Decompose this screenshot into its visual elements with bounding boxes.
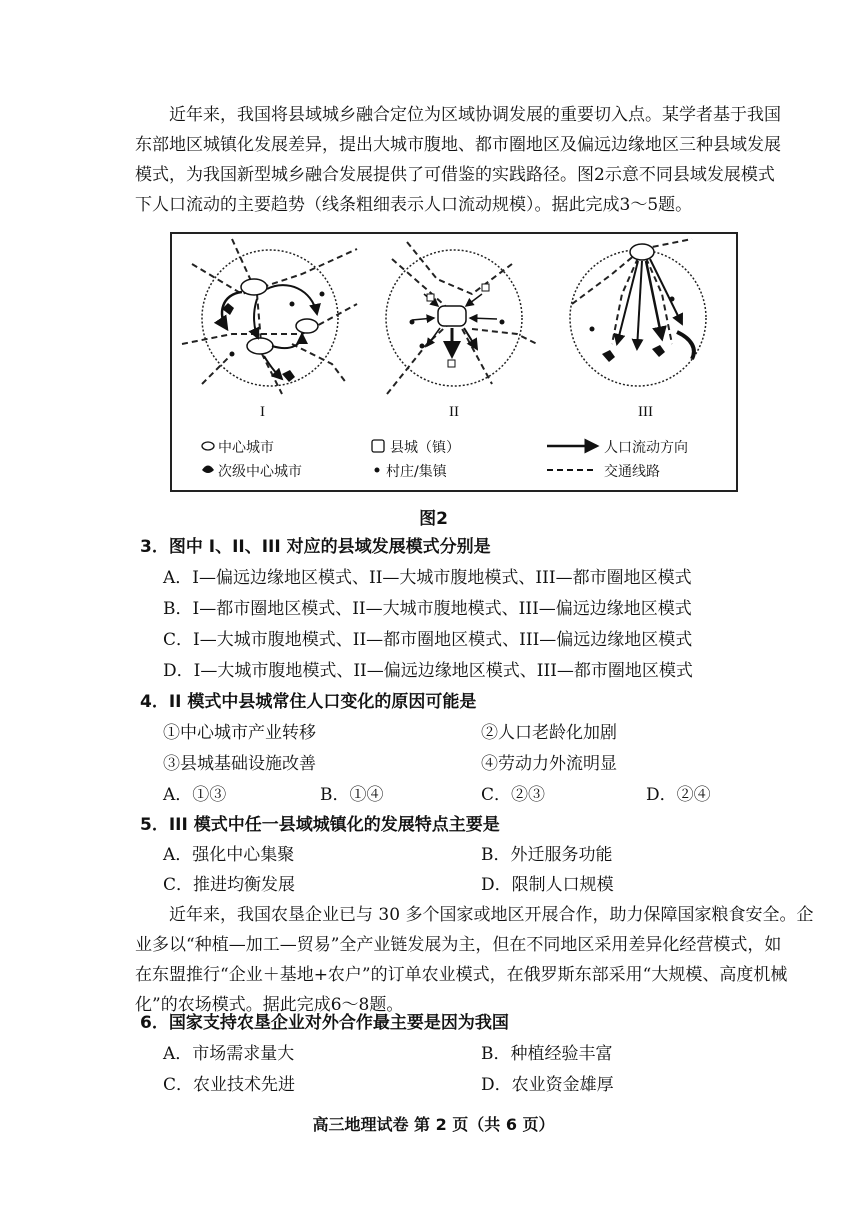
- county-town-icon: [438, 306, 466, 326]
- panel-ii-diagram: [386, 242, 537, 394]
- intro-line: 在东盟推行“企业＋基地+农户”的订单农业模式，在俄罗斯东部采用“大规模、高度机械: [135, 965, 788, 985]
- intro-line: 业多以“种植—加工—贸易”全产业链发展为主，但在不同地区采用差异化经营模式，如: [135, 935, 782, 955]
- intro-line: 近年来，我国将县域城乡融合定位为区域协调发展的重要切入点。某学者基于我国: [169, 105, 781, 125]
- q5-option-a: A．强化中心集聚: [163, 845, 295, 865]
- q5-option-c: C．推进均衡发展: [163, 875, 296, 895]
- q6-option-c: C．农业技术先进: [163, 1075, 296, 1095]
- intro-line: 近年来，我国农垦企业已与 30 多个国家或地区开展合作，助力保障国家粮食安全。企: [169, 905, 814, 925]
- panel-i-diagram: [182, 239, 357, 394]
- question-3-stem: 3．图中 I、II、III 对应的县域发展模式分别是: [140, 537, 491, 557]
- panel-label-iii: III: [638, 404, 653, 420]
- q4-option-a: A．①③: [163, 785, 227, 805]
- q3-option-d: D．I—大城市腹地模式、II—偏远边缘地区模式、III—都市圈地区模式: [163, 661, 693, 681]
- intro-line: 模式，为我国新型城乡融合发展提供了可借鉴的实践路径。图2示意不同县域发展模式: [135, 165, 775, 185]
- intro-paragraph-1: [135, 100, 781, 220]
- question-5-stem: 5．III 模式中任一县域城镇化的发展特点主要是: [140, 815, 500, 835]
- q3-option-c: C．I—大城市腹地模式、II—都市圈地区模式、III—偏远边缘地区模式: [163, 630, 693, 650]
- q4-item-4: ④劳动力外流明显: [481, 754, 617, 774]
- q6-option-b: B．种植经验丰富: [481, 1044, 613, 1064]
- sub-center-city-icon: [602, 350, 615, 362]
- legend-county-town: 县城（镇）: [390, 440, 460, 456]
- panel-label-ii: II: [449, 404, 459, 420]
- q3-option-b: B．I—都市圈地区模式、II—大城市腹地模式、III—偏远边缘地区模式: [163, 599, 692, 619]
- q5-option-d: D．限制人口规模: [481, 875, 614, 895]
- legend-village: 村庄/集镇: [386, 464, 447, 480]
- center-city-icon: [202, 442, 214, 450]
- q4-option-c: C．②③: [481, 785, 546, 805]
- legend-center-city: 中心城市: [218, 440, 274, 456]
- page-footer: 高三地理试卷 第 2 页（共 6 页）: [312, 1115, 555, 1134]
- village-icon: [375, 468, 380, 473]
- panel-iii-diagram: [570, 239, 706, 386]
- intro-paragraph-2: [135, 900, 814, 1020]
- figure-2-box: [170, 232, 738, 492]
- center-city-icon: [241, 279, 267, 295]
- q3-option-a: A．I—偏远边缘地区模式、II—大城市腹地模式、III—都市圈地区模式: [163, 568, 692, 588]
- center-city-icon: [296, 319, 318, 333]
- figure-caption: 图2: [419, 509, 448, 529]
- q4-item-3: ③县城基础设施改善: [163, 754, 316, 774]
- q6-option-a: A．市场需求量大: [163, 1044, 295, 1064]
- q4-option-d: D．②④: [646, 785, 711, 805]
- question-4-stem: 4．II 模式中县城常住人口变化的原因可能是: [140, 692, 477, 712]
- q4-item-2: ②人口老龄化加剧: [481, 723, 617, 743]
- intro-line: 下人口流动的主要趋势（线条粗细表示人口流动规模）。据此完成3～5题。: [135, 195, 693, 215]
- q4-item-1: ①中心城市产业转移: [163, 723, 316, 743]
- intro-line: 化”的农场模式。据此完成6～8题。: [135, 995, 404, 1015]
- legend-flow-direction: 人口流动方向: [604, 440, 688, 456]
- county-town-icon: [372, 440, 384, 452]
- q5-option-b: B．外迁服务功能: [481, 845, 613, 865]
- question-6-stem: 6．国家支持农垦企业对外合作最主要是因为我国: [140, 1013, 509, 1033]
- sub-center-city-icon: [652, 345, 665, 357]
- center-city-icon: [247, 338, 273, 354]
- legend-sub-center-city: 次级中心城市: [218, 464, 302, 480]
- q4-option-b: B．①④: [320, 785, 384, 805]
- sub-center-city-icon: [202, 466, 214, 474]
- panel-label-i: I: [260, 404, 265, 420]
- intro-line: 东部地区城镇化发展差异，提出大城市腹地、都市圈地区及偏远边缘地区三种县域发展: [135, 135, 781, 155]
- q6-option-d: D．农业资金雄厚: [481, 1075, 614, 1095]
- legend-transport-line: 交通线路: [604, 464, 660, 480]
- sub-center-city-icon: [282, 370, 295, 382]
- center-city-icon: [630, 244, 654, 260]
